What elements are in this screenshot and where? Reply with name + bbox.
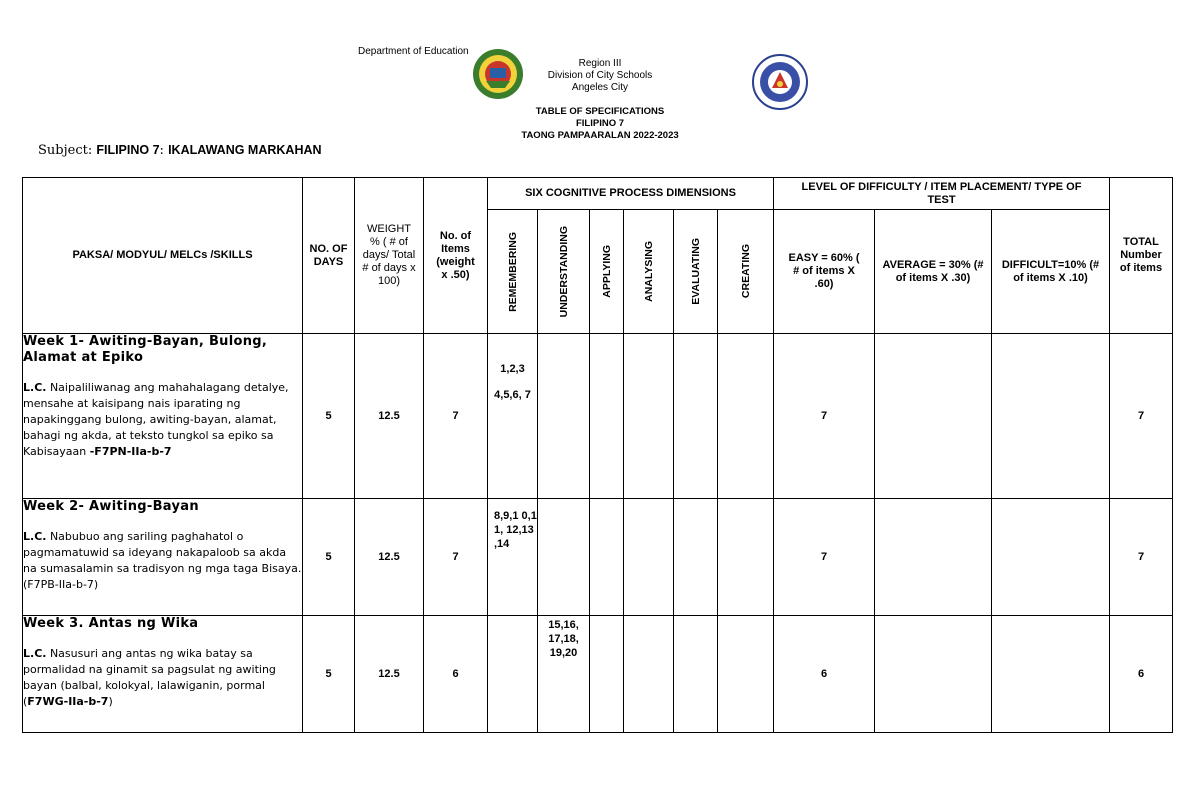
weight-cell: 12.5 — [355, 334, 424, 499]
average-cell — [875, 499, 992, 616]
topic-cell — [23, 499, 303, 616]
average-cell — [875, 334, 992, 499]
difficult-cell — [992, 616, 1110, 733]
office-address — [440, 58, 760, 94]
evaluating-cell — [674, 334, 718, 499]
items-cell: 6 — [424, 616, 488, 733]
item-placement: 4,5,6, 7 — [494, 389, 531, 401]
weight-cell: 12.5 — [355, 616, 424, 733]
items-cell: 7 — [424, 499, 488, 616]
applying-cell — [590, 616, 624, 733]
easy-cell: 6 — [774, 616, 875, 733]
remembering-cell — [488, 616, 538, 733]
difficult-cell — [992, 499, 1110, 616]
analysing-cell — [624, 334, 674, 499]
title-line-2: FILIPINO 7 — [575, 118, 625, 129]
header-topic: PAKSA/ MODYUL/ MELCs /SKILLS — [23, 178, 303, 334]
item-placement: 15,16, 17,18, 19,20 — [548, 619, 579, 659]
melc-code: F7PB-IIa-b-7 — [27, 578, 94, 591]
items-cell: 7 — [424, 334, 488, 499]
melc-code-end: ) — [93, 578, 99, 591]
lc-text: Nasusuri ang antas ng wika batay sa pormalidad na ginamit sa pagsulat ng awiting bayan (balbal, kolokyal, lalawiganin, pormal ( — [23, 647, 276, 708]
title-line-3: TAONG PAMPAARALAN 2022-2023 — [521, 130, 679, 141]
table-row — [23, 616, 1173, 733]
topic-cell — [23, 334, 303, 499]
week-title: Week 2- Awiting-Bayan — [23, 499, 199, 514]
lc-text: Nabubuo ang sariling paghahatol o pagmamatuwid sa ideyang nakapaloob sa akda na sumasalamin sa tradisyon ng mga taga Bisaya. ( — [23, 530, 302, 591]
remembering-cell — [488, 499, 538, 616]
applying-cell — [590, 499, 624, 616]
days-cell: 5 — [303, 499, 355, 616]
subject-separator: : — [159, 143, 169, 158]
item-placement: 1,2,3 — [500, 363, 525, 375]
table-row — [23, 499, 1173, 616]
subject-quarter: IKALAWANG MARKAHAN — [168, 143, 322, 157]
header-understanding: UNDERSTANDING — [538, 210, 590, 334]
applying-cell — [590, 334, 624, 499]
week-title: Week 3. Antas ng Wika — [23, 616, 199, 631]
header-total: TOTAL Number of items — [1110, 178, 1173, 334]
header-cognitive-group: SIX COGNITIVE PROCESS DIMENSIONS — [488, 178, 774, 210]
remembering-cell — [488, 334, 538, 499]
header-weight: WEIGHT % ( # of days/ Total # of days x 100) — [355, 178, 424, 334]
week-title: Week 1- Awiting-Bayan, Bulong, Alamat at Epiko — [23, 334, 268, 365]
lc-text: Naipaliliwanag ang mahahalagang detalye, mensahe at kaisipang nais iparating ng napakinggang bulong, awiting-bayan, alamat, bahagi ng akda, at teksto tungkol sa epiko sa Kabisayaan — [23, 381, 289, 458]
understanding-cell — [538, 334, 590, 499]
creating-cell — [718, 334, 774, 499]
lc-label: L.C. — [23, 647, 47, 660]
understanding-cell — [538, 616, 590, 733]
total-cell: 6 — [1110, 616, 1173, 733]
melc-code: -F7PN-IIa-b-7 — [89, 445, 172, 458]
evaluating-cell — [674, 616, 718, 733]
specification-table — [22, 177, 1173, 733]
header-evaluating: EVALUATING — [674, 210, 718, 334]
header-items: No. of Items (weight x .50) — [424, 178, 488, 334]
evaluating-cell — [674, 499, 718, 616]
days-cell: 5 — [303, 334, 355, 499]
table-row — [23, 334, 1173, 499]
creating-cell — [718, 499, 774, 616]
header-easy: EASY = 60% ( # of items X .60) — [774, 210, 875, 334]
header-creating: CREATING — [718, 210, 774, 334]
difficult-cell — [992, 334, 1110, 499]
creating-cell — [718, 616, 774, 733]
region-label: Region III — [578, 58, 622, 69]
days-cell: 5 — [303, 616, 355, 733]
deped-seal-icon — [752, 54, 808, 110]
weight-cell: 12.5 — [355, 499, 424, 616]
lc-label: L.C. — [23, 530, 47, 543]
melc-code: F7WG-IIa-b-7 — [27, 695, 109, 708]
analysing-cell — [624, 499, 674, 616]
subject-value: FILIPINO 7 — [96, 143, 160, 157]
header-analysing: ANALYSING — [624, 210, 674, 334]
city-label: Angeles City — [571, 82, 629, 93]
header-applying: APPLYING — [590, 210, 624, 334]
lc-label: L.C. — [23, 381, 47, 394]
header-remembering: REMEMBERING — [488, 210, 538, 334]
total-cell: 7 — [1110, 499, 1173, 616]
easy-cell: 7 — [774, 499, 875, 616]
header-difficult: DIFFICULT=10% (# of items X .10) — [992, 210, 1110, 334]
easy-cell: 7 — [774, 334, 875, 499]
analysing-cell — [624, 616, 674, 733]
header-average: AVERAGE = 30% (# of items X .30) — [875, 210, 992, 334]
average-cell — [875, 616, 992, 733]
header-days: NO. OF DAYS — [303, 178, 355, 334]
subject-line — [38, 143, 322, 158]
document-title — [440, 106, 760, 142]
topic-cell — [23, 616, 303, 733]
division-label: Division of City Schools — [547, 70, 653, 81]
melc-code-end: ) — [108, 695, 113, 708]
header-difficulty-group: LEVEL OF DIFFICULTY / ITEM PLACEMENT/ TYPE OF TEST — [774, 178, 1110, 210]
item-placement: 8,9,1 0,11, 12,13 ,14 — [494, 510, 537, 550]
total-cell: 7 — [1110, 334, 1173, 499]
title-line-1: TABLE OF SPECIFICATIONS — [535, 106, 665, 117]
understanding-cell — [538, 499, 590, 616]
department-label: Department of Education — [358, 46, 469, 57]
subject-label: Subject: — [38, 143, 97, 158]
